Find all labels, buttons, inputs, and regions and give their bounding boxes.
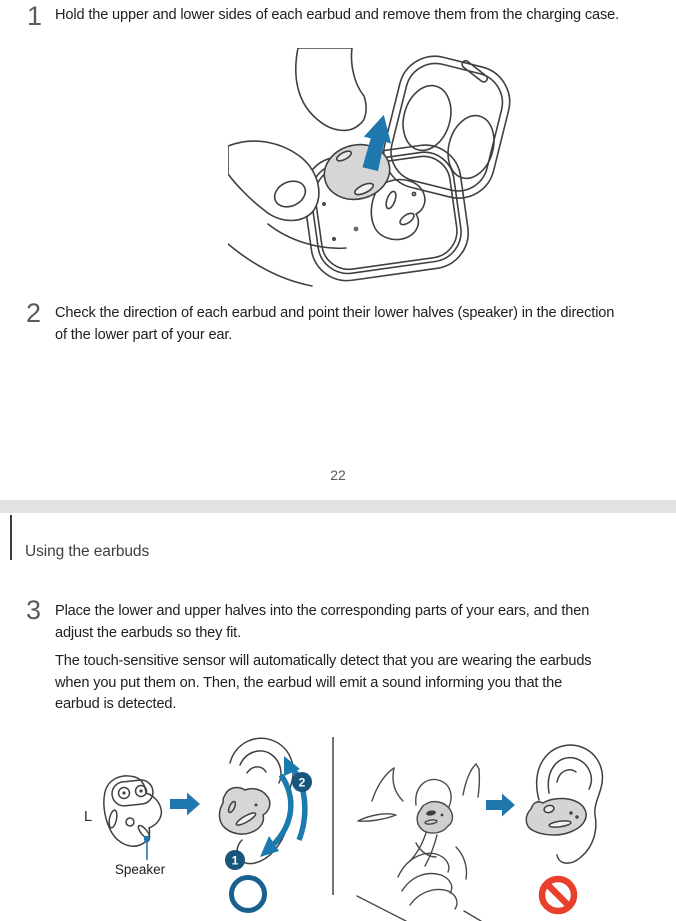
text-line: when you put them on. Then, the earbud will emit a sound informing you that the [55, 674, 563, 691]
ear-fit-figure [219, 738, 293, 863]
text-line: Hold the upper and lower sides of each earbud and remove them from the charging case. [55, 7, 620, 23]
step-1-text [55, 5, 619, 27]
text-line: Place the lower and upper halves into the corresponding parts of your ears, and then [55, 603, 590, 619]
touch-sensor-note [55, 651, 591, 716]
step-badge-1 [225, 850, 245, 870]
step-3-text [55, 601, 589, 644]
left-earbud-figure [104, 776, 162, 846]
text-line: Check the direction of each earbud and point their lower halves (speaker) in the direction [55, 305, 615, 321]
page-number: 22 [330, 467, 346, 483]
step-badge-2 [292, 772, 312, 792]
correct-circle-icon [232, 878, 265, 911]
section-header: Using the earbuds [25, 543, 150, 560]
right-arrow-icon [486, 794, 515, 817]
right-arrow-icon [170, 793, 200, 816]
text-line: earbud is detected. [55, 696, 177, 713]
step-1-number: 1 [27, 1, 43, 31]
text-line: adjust the earbuds so they fit. [55, 624, 241, 641]
ear-wrong-figure [526, 745, 602, 863]
text-line: The touch-sensitive sensor will automatically detect that you are wearing the earbuds [55, 653, 592, 669]
svg-text:1: 1 [231, 853, 239, 868]
wearing-earbuds-figure [60, 725, 676, 921]
step-2-text [55, 303, 614, 346]
text-line: of the lower part of your ear. [55, 326, 233, 343]
remove-earbud-from-case-figure [228, 48, 512, 292]
step-3-number: 3 [26, 595, 42, 625]
insert-earbud-hand-figure [357, 764, 481, 921]
step-2-number: 2 [26, 298, 42, 328]
section-marker-line [10, 515, 12, 560]
prohibition-icon [542, 879, 574, 911]
svg-text:2: 2 [298, 775, 306, 790]
speaker-label: Speaker [114, 862, 166, 877]
page-break-band [0, 500, 676, 513]
earbud-side-label: L [84, 809, 93, 825]
